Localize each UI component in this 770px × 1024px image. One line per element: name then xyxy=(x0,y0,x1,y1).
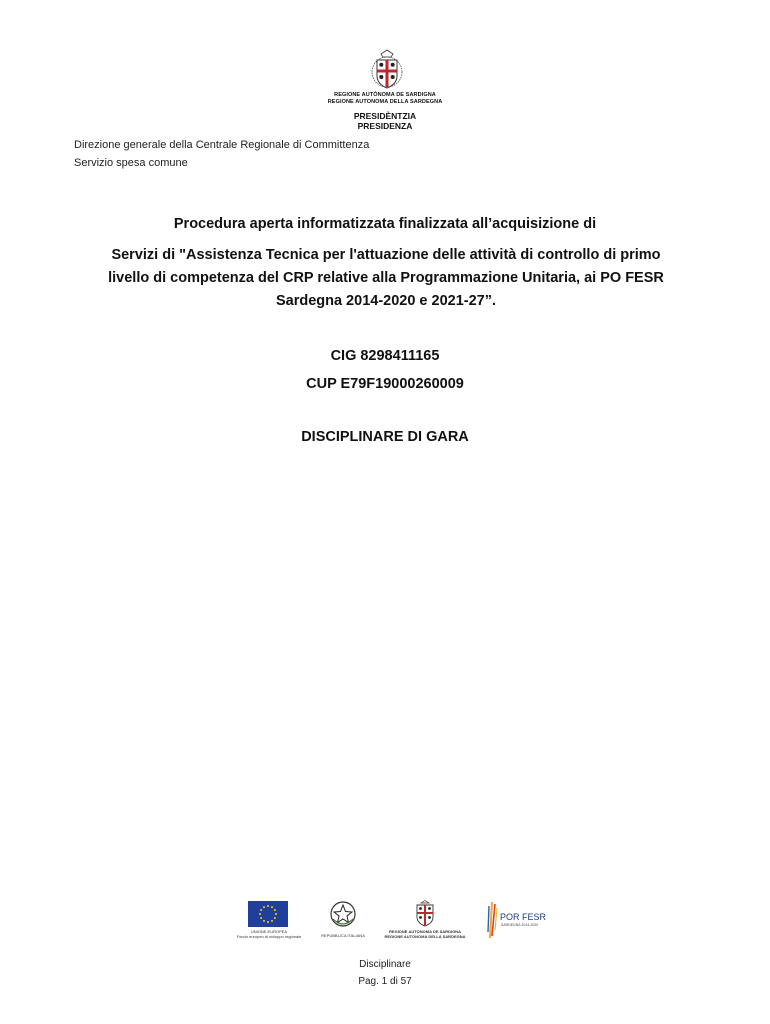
italy-emblem-icon xyxy=(328,899,358,929)
region-caption-italian: REGIONE AUTONOMA DELLA SARDEGNA xyxy=(384,934,466,939)
office-name-italian: PRESIDENZA xyxy=(357,121,413,131)
por-fesr-stripes-icon xyxy=(484,900,500,940)
cig-code: CIG 8298411165 xyxy=(330,348,440,364)
region-caption-sardinian: REGIONE AUTÒNOMA DE SARDIGNA xyxy=(389,929,461,934)
eu-logo-block xyxy=(232,901,306,939)
por-fesr-sub: SARDEGNA 2014-2020 xyxy=(501,923,539,927)
sardinia-crest-logo xyxy=(367,48,407,92)
department-name: Direzione generale della Centrale Regionale di Committenza xyxy=(74,139,370,151)
document-type: DISCIPLINARE DI GARA xyxy=(301,429,469,445)
eu-flag-icon xyxy=(248,901,288,927)
italy-caption: REPUBBLICA ITALIANA xyxy=(321,933,365,938)
subject-line-1: Servizi di "Assistenza Tecnica per l'attuazione delle attività di controllo di primo xyxy=(111,247,661,263)
cup-code: CUP E79F19000260009 xyxy=(306,376,464,392)
office-name-sardinian: PRESIDÈNTZIA xyxy=(353,111,417,121)
page-number: Pag. 1 di 57 xyxy=(358,976,412,987)
eu-fund-caption: Fondo europeo di sviluppo regionale xyxy=(236,934,302,939)
por-fesr-label: POR FESR xyxy=(500,912,547,922)
region-crest-icon xyxy=(413,900,437,928)
service-name: Servizio spesa comune xyxy=(74,157,188,169)
italy-logo-block xyxy=(312,899,374,938)
region-name-sardinian: REGIONE AUTÒNOMA DE SARDIGNA xyxy=(334,92,436,98)
region-logo-block xyxy=(378,900,472,939)
footer-document-label: Disciplinare xyxy=(359,959,411,970)
por-fesr-logo-block xyxy=(484,900,547,940)
subject-line-3: Sardegna 2014-2020 e 2021-27”. xyxy=(275,293,497,309)
eu-caption: UNIONE EUROPEA xyxy=(250,929,288,934)
region-name-italian: REGIONE AUTONOMA DELLA SARDEGNA xyxy=(327,99,443,105)
subject-line-2: livello di competenza del CRP relative alla Programmazione Unitaria, ai PO FESR xyxy=(108,270,664,286)
procedure-title: Procedura aperta informatizzata finalizzata all’acquisizione di xyxy=(173,216,597,232)
